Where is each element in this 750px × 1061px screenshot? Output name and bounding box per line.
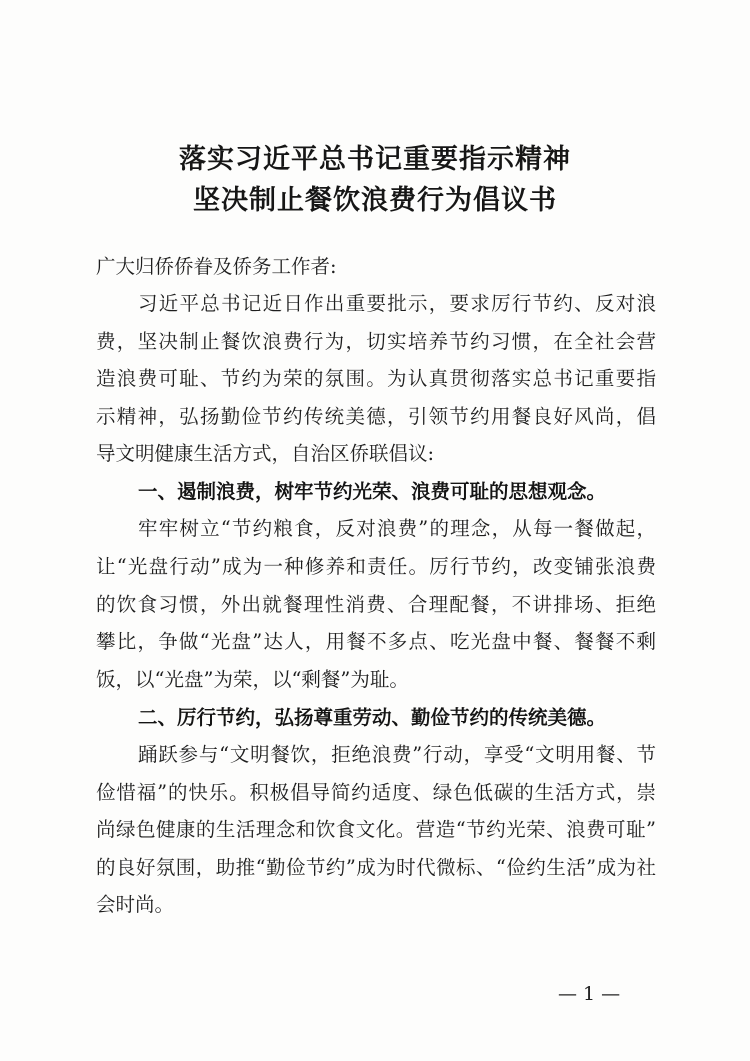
salutation: 广大归侨侨眷及侨务工作者: [96,255,337,278]
page-number: — 1 — [558,983,621,1005]
intro-line-4: 示精神，弘扬勤俭节约传统美德，引领节约用餐良好风尚，倡 [96,405,656,428]
document-title-line-2: 坚决制止餐饮浪费行为倡议书 [193,185,557,216]
intro-line-3: 造浪费可耻、节约为荣的氛围。为认真贯彻落实总书记重要指 [96,367,656,390]
section-1-line-1: 牢牢树立“节约粮食，反对浪费”的理念，从每一餐做起， [138,517,656,540]
section-1-heading: 一、遏制浪费，树牢节约光荣、浪费可耻的思想观念。 [138,480,607,503]
section-2-line-4: 的良好氛围，助推“勤俭节约”成为时代微标、“俭约生活”成为社 [96,856,656,879]
intro-line-1: 习近平总书记近日作出重要批示，要求厉行节约、反对浪 [138,292,656,315]
intro-line-2: 费，坚决制止餐饮浪费行为，切实培养节约习惯，在全社会营 [96,330,656,353]
section-1-line-5: 饭，以“光盘”为荣，以“剩餐”为耻。 [96,668,409,691]
section-2-line-2: 俭惜福”的快乐。积极倡导简约适度、绿色低碳的生活方式，崇 [96,781,656,804]
section-2-line-1: 踊跃参与“文明餐饮，拒绝浪费”行动，享受“文明用餐、节 [138,743,656,766]
section-2-line-3: 尚绿色健康的生活理念和饮食文化。营造“节约光荣、浪费可耻” [96,818,656,841]
section-1-line-3: 的饮食习惯，外出就餐理性消费、合理配餐，不讲排场、拒绝 [96,593,656,616]
section-2-heading: 二、厉行节约，弘扬尊重劳动、勤俭节约的传统美德。 [138,706,607,729]
document-title-line-1: 落实习近平总书记重要指示精神 [179,144,571,175]
section-1-line-2: 让“光盘行动”成为一种修养和责任。厉行节约，改变铺张浪费 [96,555,656,578]
intro-line-5: 导文明健康生活方式，自治区侨联倡议: [96,442,435,465]
section-1-line-4: 攀比，争做“光盘”达人，用餐不多点、吃光盘中餐、餐餐不剩 [96,630,656,653]
section-2-line-5: 会时尚。 [96,893,175,916]
